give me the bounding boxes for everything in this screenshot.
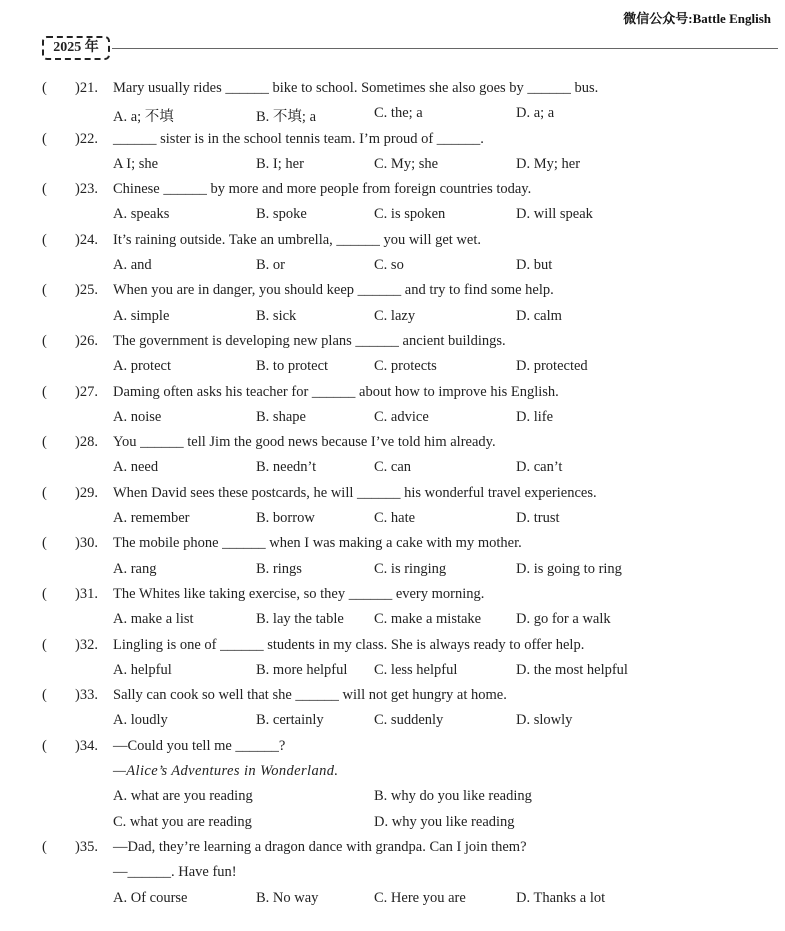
option-c: C. make a mistake: [374, 611, 482, 628]
question-31-stem: [0, 584, 785, 609]
question-28-stem: [0, 432, 785, 457]
question-stem: It’s raining outside. Take an umbrella, ______ you will get wet.: [113, 231, 481, 248]
question-35-stem: [0, 837, 785, 862]
answer-paren: (: [42, 130, 47, 147]
answer-paren: (: [42, 282, 47, 299]
option-d: D. My; her: [516, 155, 581, 172]
option-d: D. go for a walk: [516, 611, 611, 628]
question-35-options: [0, 888, 785, 913]
option-b: B. certainly: [256, 712, 324, 729]
question-27-stem: [0, 382, 785, 407]
question-35-reply: [0, 862, 785, 887]
option-a: A. make a list: [113, 611, 194, 628]
answer-paren: (: [42, 332, 47, 349]
header-divider: [112, 48, 778, 49]
dialogue-reply: —______. Have fun!: [113, 864, 237, 881]
question-stem: Chinese ______ by more and more people from foreign countries today.: [113, 181, 532, 198]
option-b: B. why do you like reading: [374, 788, 532, 805]
question-21-options: [0, 103, 785, 128]
question-stem: When you are in danger, you should keep ______ and try to find some help.: [113, 282, 554, 299]
option-c: C. can: [374, 459, 412, 476]
answer-paren: (: [42, 80, 47, 96]
option-c: C. the; a: [374, 105, 423, 122]
option-a: A. simple: [113, 307, 170, 324]
question-stem: You ______ tell Jim the good news because I’ve told him already.: [113, 434, 496, 451]
question-29-options: [0, 508, 785, 533]
question-26-options: [0, 356, 785, 381]
question-number: )26.: [75, 332, 98, 349]
question-33-stem: [0, 685, 785, 710]
option-a: A. remember: [113, 510, 190, 527]
answer-paren: (: [42, 737, 47, 754]
option-c: C. My; she: [374, 155, 439, 172]
option-a: A. speaks: [113, 206, 170, 223]
header-title: 微信公众号:Battle English: [623, 11, 771, 26]
option-b: B. borrow: [256, 510, 315, 527]
option-a: A. a; 不填: [113, 109, 174, 126]
option-c: C. is ringing: [374, 560, 447, 577]
question-21-stem: [0, 78, 785, 103]
question-stem: Lingling is one of ______ students in my class. She is always ready to offer help.: [113, 636, 585, 653]
option-d: D. is going to ring: [516, 560, 622, 577]
question-24-stem: [0, 230, 785, 255]
option-b: B. needn’t: [256, 459, 317, 476]
option-b: B. rings: [256, 560, 302, 577]
option-b: B. more helpful: [256, 661, 348, 678]
question-number: )24.: [75, 231, 98, 248]
question-list: [0, 78, 785, 913]
answer-paren: (: [42, 636, 47, 653]
question-34-reply: [0, 761, 785, 786]
option-c: C. what you are reading: [113, 813, 252, 830]
option-d: D. the most helpful: [516, 661, 628, 678]
question-25-options: [0, 306, 785, 331]
question-stem: ______ sister is in the school tennis team. I’m proud of ______.: [113, 130, 484, 147]
question-number: )28.: [75, 434, 98, 451]
question-number: )35.: [75, 838, 98, 855]
option-b: B. 不填; a: [256, 109, 317, 126]
answer-paren: (: [42, 383, 47, 400]
answer-paren: (: [42, 535, 47, 552]
question-number: )21.: [75, 80, 98, 96]
option-a: A. protect: [113, 358, 171, 375]
option-a: A. rang: [113, 560, 157, 577]
option-a: A. helpful: [113, 661, 172, 678]
question-number: )29.: [75, 484, 98, 501]
question-34-options-ab: [0, 786, 785, 811]
option-b: B. or: [256, 257, 285, 274]
question-number: )32.: [75, 636, 98, 653]
option-d: D. Thanks a lot: [516, 889, 606, 906]
option-d: D. calm: [516, 307, 562, 324]
option-a: A. need: [113, 459, 159, 476]
answer-paren: (: [42, 484, 47, 501]
question-33-options: [0, 710, 785, 735]
question-26-stem: [0, 331, 785, 356]
option-a: A. and: [113, 257, 152, 274]
question-stem: The mobile phone ______ when I was making a cake with my mother.: [113, 535, 522, 552]
option-d: D. trust: [516, 510, 560, 527]
question-22-options: [0, 154, 785, 179]
option-c: C. protects: [374, 358, 437, 375]
option-c: C. lazy: [374, 307, 416, 324]
question-31-options: [0, 609, 785, 634]
question-number: )30.: [75, 535, 98, 552]
question-stem: When David sees these postcards, he will ______ his wonderful travel experiences.: [113, 484, 597, 501]
question-number: )33.: [75, 687, 98, 704]
option-b: B. No way: [256, 889, 319, 906]
dialogue-reply: —Alice’s Adventures in Wonderland.: [113, 763, 339, 780]
answer-paren: (: [42, 434, 47, 451]
question-22-stem: [0, 129, 785, 154]
option-b: B. spoke: [256, 206, 307, 223]
option-d: D. will speak: [516, 206, 593, 223]
option-c: C. advice: [374, 408, 429, 425]
option-d: D. can’t: [516, 459, 563, 476]
option-a: A. Of course: [113, 889, 188, 906]
question-30-options: [0, 559, 785, 584]
question-stem: Mary usually rides ______ bike to school. Sometimes she also goes by ______ bus.: [113, 80, 599, 96]
option-d: D. slowly: [516, 712, 573, 729]
year-badge: 2025 年: [42, 36, 110, 60]
option-c: C. hate: [374, 510, 416, 527]
option-c: C. less helpful: [374, 661, 458, 678]
question-number: )27.: [75, 383, 98, 400]
question-28-options: [0, 457, 785, 482]
question-34-options-cd: [0, 812, 785, 837]
option-b: B. I; her: [256, 155, 304, 172]
answer-paren: (: [42, 687, 47, 704]
question-stem: Daming often asks his teacher for ______ about how to improve his English.: [113, 383, 559, 400]
option-d: D. life: [516, 408, 554, 425]
question-stem: —Dad, they’re learning a dragon dance with grandpa. Can I join them?: [113, 838, 527, 855]
option-c: C. so: [374, 257, 404, 274]
option-b: B. lay the table: [256, 611, 344, 628]
option-b: B. to protect: [256, 358, 329, 375]
option-c: C. is spoken: [374, 206, 446, 223]
option-b: B. sick: [256, 307, 297, 324]
question-number: )31.: [75, 585, 98, 602]
question-number: )23.: [75, 181, 98, 198]
option-d: D. protected: [516, 358, 588, 375]
answer-paren: (: [42, 585, 47, 602]
question-34-stem: [0, 736, 785, 761]
answer-paren: (: [42, 181, 47, 198]
question-number: )34.: [75, 737, 98, 754]
question-32-stem: [0, 635, 785, 660]
question-25-stem: [0, 280, 785, 305]
question-32-options: [0, 660, 785, 685]
question-stem: The government is developing new plans ______ ancient buildings.: [113, 332, 506, 349]
question-29-stem: [0, 483, 785, 508]
option-a: A. loudly: [113, 712, 168, 729]
question-30-stem: [0, 533, 785, 558]
question-stem: —Could you tell me ______?: [113, 737, 286, 754]
option-d: D. a; a: [516, 105, 555, 122]
option-c: C. Here you are: [374, 889, 466, 906]
question-number: )22.: [75, 130, 98, 147]
question-23-options: [0, 204, 785, 229]
option-c: C. suddenly: [374, 712, 444, 729]
question-number: )25.: [75, 282, 98, 299]
answer-paren: (: [42, 838, 47, 855]
option-a: A I; she: [113, 155, 159, 172]
option-a: A. noise: [113, 408, 162, 425]
option-a: A. what are you reading: [113, 788, 253, 805]
question-stem: The Whites like taking exercise, so they ______ every morning.: [113, 585, 485, 602]
question-24-options: [0, 255, 785, 280]
question-stem: Sally can cook so well that she ______ will not get hungry at home.: [113, 687, 507, 704]
option-b: B. shape: [256, 408, 306, 425]
question-23-stem: [0, 179, 785, 204]
question-27-options: [0, 407, 785, 432]
option-d: D. but: [516, 257, 553, 274]
option-d: D. why you like reading: [374, 813, 515, 830]
answer-paren: (: [42, 231, 47, 248]
